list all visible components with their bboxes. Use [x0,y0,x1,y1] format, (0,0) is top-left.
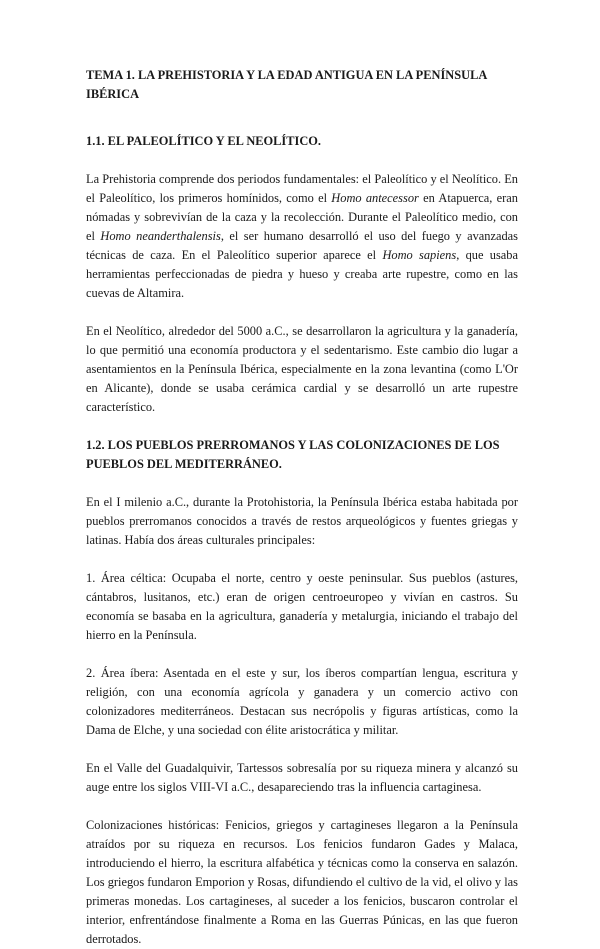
paragraph-tartessos: En el Valle del Guadalquivir, Tartessos sobresalía por su riqueza minera y alcanzó su auge entre los siglos VIII-VI a.C., desapareciendo tras la influencia cartaginesa. [86,761,518,794]
paragraph-colonizaciones: Colonizaciones históricas: Fenicios, griegos y cartagineses llegaron a la Península atraídos por su riqueza en recursos. Los fenicios fundaron Gades y Malaca, introduciendo el hierro, la escritura alfabética y técnicas como la conserva en salazón. Los griegos fundaron Emporion y Rosas, difundiendo el cultivo de la vid, el olivo y las primeras monedas. Los cartagineses, al suceder a los fenicios, buscaron controlar el interior, enfrentándose finalmente a Roma en las Guerras Púnicas, en las que fueron derrotados. [86,818,518,946]
text-run: en Atapuerca, eran nómadas y sobrevivían de la caza y la recolección. Durante el Paleolítico medio, con el [86,191,518,243]
paragraph-neolitico: En el Neolítico, alrededor del 5000 a.C., se desarrollaron la agricultura y la ganadería, lo que permitió una economía productora y el sedentarismo. Este cambio dio lugar a asentamientos en la Península Ibérica, especialmente en la zona levantina (como L'Or en Alicante), donde se usaba cerámica cardial y se desarrolló un arte rupestre característico. [86,324,518,414]
paragraph-protohistoria: En el I milenio a.C., durante la Protohistoria, la Península Ibérica estaba habitada por pueblos prerromanos conocidos a través de restos arqueológicos y fuentes griegas y latinas. Había dos áreas culturales principales: [86,495,518,547]
text-run: , que usaba herramientas perfeccionadas de piedra y hueso y creaba arte rupestre, como en las cuevas de Altamira. [86,248,518,300]
text-run: , el ser humano desarrolló el uso del fuego y avanzadas técnicas de caza. En el Paleolítico superior aparece el [86,229,518,262]
species-name: Homo neanderthalensis [100,229,221,243]
section-heading-pueblos-prerromanos: 1.2. LOS PUEBLOS PRERROMANOS Y LAS COLONIZACIONES DE LOS PUEBLOS DEL MEDITERRÁNEO. [86,438,500,471]
paragraph-area-ibera: 2. Área íbera: Asentada en el este y sur, los íberos compartían lengua, escritura y religión, con una economía agrícola y ganadera y un comercio activo con colonizadores mediterráneos. Destacan sus necrópolis y figuras artísticas, como la Dama de Elche, y una sociedad con élite aristocrática y militar. [86,666,518,737]
section-heading-paleolitico: 1.1. EL PALEOLÍTICO Y EL NEOLÍTICO. [86,134,322,148]
species-name: Homo antecessor [331,191,419,205]
species-name: Homo sapiens [382,248,457,262]
document-title: TEMA 1. LA PREHISTORIA Y LA EDAD ANTIGUA EN LA PENÍNSULA IBÉRICA [86,68,487,101]
paragraph-area-celtica: 1. Área céltica: Ocupaba el norte, centro y oeste peninsular. Sus pueblos (astures, cántabros, lusitanos, etc.) eran de origen centroeuropeo y vivían en castros. Su economía se basaba en la agricultura, ganadería y metalurgia, iniciando el trabajo del hierro en la Península. [86,571,518,642]
paragraph-prehistoria [86,170,518,303]
text-run: La Prehistoria comprende dos periodos fundamentales: el Paleolítico y el Neolítico. En el Paleolítico, los primeros homínidos, como el [86,172,518,205]
